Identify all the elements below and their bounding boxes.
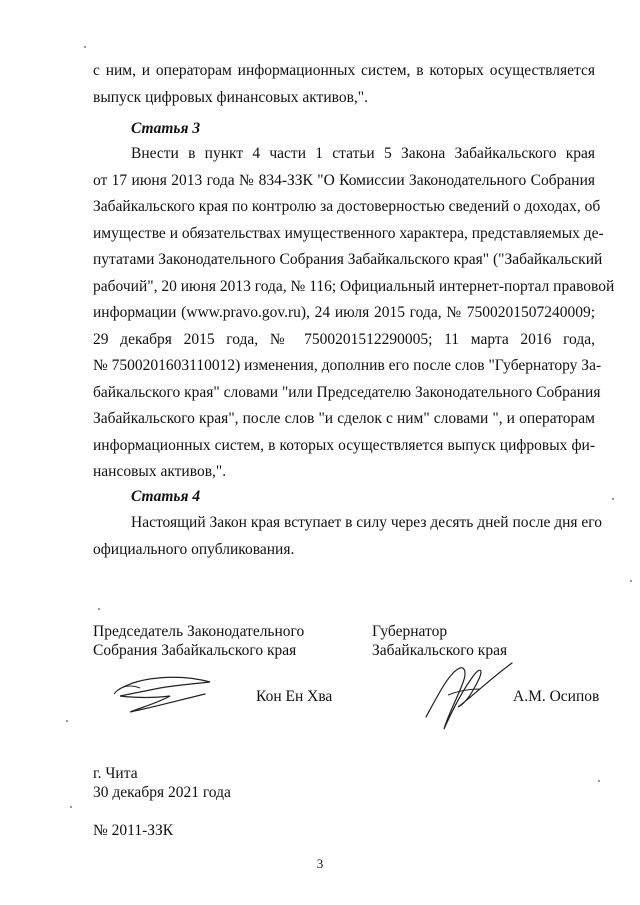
article-3-heading: Статья 3 — [131, 120, 201, 137]
article-3-line: имуществе и обязательствах имущественного характера, представляемых де- — [93, 224, 604, 242]
scan-speck — [98, 608, 100, 610]
scan-speck — [598, 780, 600, 782]
governor-title-line: Губернатор — [372, 623, 448, 640]
scan-speck — [84, 46, 86, 48]
continuation-line: с ним, и операторам информационных систем, в которых осуществляется — [93, 62, 595, 79]
article-3-line: информации (www.pravo.gov.ru), 24 июля 2015 года, № 7500201507240009; — [93, 304, 595, 321]
article-3-line: № 7500201603110012) изменения, дополнив его после слов "Губернатору За- — [93, 357, 602, 374]
article-4-line: официального опубликования. — [93, 540, 295, 558]
article-3-line: Забайкальского края", после слов "и сделок с ним" словами ", и операторам — [93, 410, 595, 427]
article-3-paragraph — [93, 141, 615, 486]
scan-speck — [630, 580, 632, 582]
article-3-line: информационных систем, в которых осуществляется выпуск цифровых фи- — [93, 436, 595, 454]
chairman-title-line: Председатель Законодательного — [93, 623, 305, 640]
article-4-line: Настоящий Закон края вступает в силу через десять дней после дня его — [131, 514, 603, 531]
article-3-line: путатами Законодательного Собрания Забайкальского края" ("Забайкальский — [93, 251, 603, 268]
chairman-signature — [100, 668, 220, 718]
article-4-heading: Статья 4 — [131, 488, 201, 505]
scan-speck — [66, 720, 68, 722]
scan-speck — [70, 806, 72, 808]
page-number: 3 — [316, 856, 324, 871]
continuation-paragraph — [93, 58, 595, 111]
scan-speck — [612, 498, 614, 500]
chairman-title-line: Собрания Забайкальского края — [93, 642, 297, 659]
article-3-line: рабочий", 20 июня 2013 года, № 116; Официальный интернет-портал правовой — [93, 277, 615, 295]
article-3-line: нансовых активов,". — [93, 463, 227, 480]
chairman-title — [93, 622, 304, 660]
continuation-line: выпуск цифровых финансовых активов,". — [93, 88, 368, 106]
article-3-line: Внести в пункт 4 части 1 статьи 5 Закона Забайкальского края — [131, 145, 595, 162]
signing-date: 30 декабря 2021 года — [93, 784, 231, 801]
governor-name: А.М. Осипов — [513, 688, 600, 705]
article-3-line: 29 декабря 2015 года, № 7500201512290005; 11 марта 2016 года, — [93, 330, 595, 348]
place: г. Чита — [93, 765, 138, 782]
governor-title-line: Забайкальского края — [372, 642, 508, 659]
chairman-name: Кон Ен Хва — [256, 688, 333, 705]
governor-signature — [418, 655, 518, 735]
article-3-line: байкальского края" словами "или Председателю Законодательного Собрания — [93, 383, 601, 401]
article-3-line: от 17 июня 2013 года № 834-ЗЗК "О Комиссии Законодательного Собрания — [93, 171, 595, 189]
article-3-line: Забайкальского края по контролю за достоверностью сведений о доходах, об — [93, 198, 601, 215]
law-number: № 2011-ЗЗК — [93, 822, 174, 839]
article-4-paragraph — [93, 510, 603, 563]
